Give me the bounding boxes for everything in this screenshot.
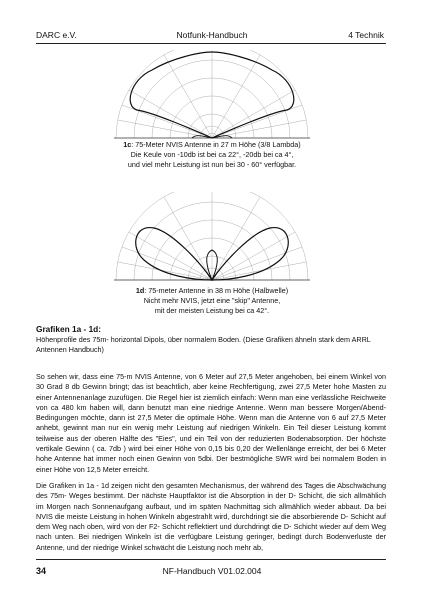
polar-grid-1d: [116, 192, 308, 280]
body-paragraph-2: Die Grafiken in 1a - 1d zeigen nicht den gesamten Mechanismus, der während des Tages die Abschwächung des 75m- Weges bestimmt. Der nächste Hauptfaktor ist die Absorption in der D- Schicht, die sich allmählich im Morgen nach Sonnenaufgang aufbaut, und im späten Nachmittag sich allmählich wieder abbaut. Da bei NVIS die meiste Leistung in hohen Winkeln abgestrahlt wird, durchdringt sie die absorbierende D- Schicht auf dem Weg nach oben, wird von der F2- Schicht reflektiert und durchdringt die D- Schicht wieder auf dem Weg nach unten. Bei niedrigen Winkeln ist die verfügbare Leistung geringer, bedingt durch Bodenverluste der Antenne, und der niedrige Winkel schwächt die Leistung noch mehr ab,: [36, 481, 386, 552]
figure-1d-line3: mit der meisten Leistung bei ca 42°.: [154, 306, 270, 315]
header-chapter: 4 Technik: [348, 30, 384, 40]
footer-title: NF-Handbuch V01.02.004: [162, 566, 262, 576]
polar-grid-1c: [116, 50, 308, 138]
header-left: DARC e.V.: [36, 30, 77, 40]
figure-1c-line1: : 75-Meter NVIS Antenne in 27 m Höhe (3/8 Lambda): [131, 140, 301, 149]
header-rule: [36, 43, 386, 44]
section-heading: Grafiken 1a - 1d:: [36, 324, 102, 334]
figure-1d-caption: [80, 286, 344, 316]
figure-1c-line2: Die Keule von -10db ist bei ca 22°, -20db bei ca 4°,: [130, 150, 294, 159]
header-title: Notfunk-Handbuch: [176, 30, 248, 40]
figure-1d-line2: Nicht mehr NVIS, jetzt eine "skip" Antenne,: [143, 296, 281, 305]
figure-1c-caption: [80, 140, 344, 170]
figure-1c-label: 1c: [123, 140, 132, 149]
section-intro: Höhenprofile des 75m- horizontal Dipols, über normalem Boden. (Diese Grafiken ähneln stark dem ARRL Antennen Handbuch): [36, 335, 371, 355]
lobe-1d-right: [212, 228, 288, 280]
figure-1d-label: 1d: [135, 286, 145, 295]
radiation-pattern-1c: [112, 50, 312, 140]
body-paragraph-1: So sehen wir, dass eine 75-m NVIS Antenne, von 6 Meter auf 27,5 Meter angehoben, bei einem Winkel von 30 Grad 8 db Gewinn bringt; das ist beachtlich, aber keine Rechfertigung, zwei 27,5 Meter hohe Masten zu einer Antennenanlage zuzufügen. Die Regel hier ist ziemlich einfach: Wenn man eine verlässliche Reichweite von ca 480 km haben will, dann benutzt man eine niedrige Antenne. Wenn man bessere Morgen/Abend- Bedingungen möchte, dann ist 27,5 Meter die optimale Höhe. Wenn man die Antenne von 6 auf 27,5 Meter anhebt, gewinnt man nur ein wenig mehr Leistung auf niedrigen Winkeln. Ein Teil dieser Leistung kommt teilweise aus der oberen Hälfte des "Eies", und ein Teil von der reduzierten Bodenabsorption. Der höchste vertikale Gewinn ( ca. 7db ) wird bei einer Höhe von 0,15 bis 0,20 der Wellenlänge erreicht, der bei 6 Meter hohe Antenne hat immer noch einen Gewinn von 5dbi. Der bestmögliche SWR wird bei normalem Boden in einer Höhe von 12,5 Meter erreicht.: [36, 372, 386, 474]
radiation-pattern-1d: [112, 192, 312, 282]
figure-1d-line1: : 75-meter Antenne in 38 m Höhe (Halbwelle): [144, 286, 289, 295]
footer-rule: [36, 559, 386, 560]
lobe-1d-left: [136, 228, 212, 280]
page-number: 34: [36, 566, 47, 576]
figure-1c-line3: und viel mehr Leistung ist nun bei 30 - 60° verfügbar.: [127, 160, 297, 169]
